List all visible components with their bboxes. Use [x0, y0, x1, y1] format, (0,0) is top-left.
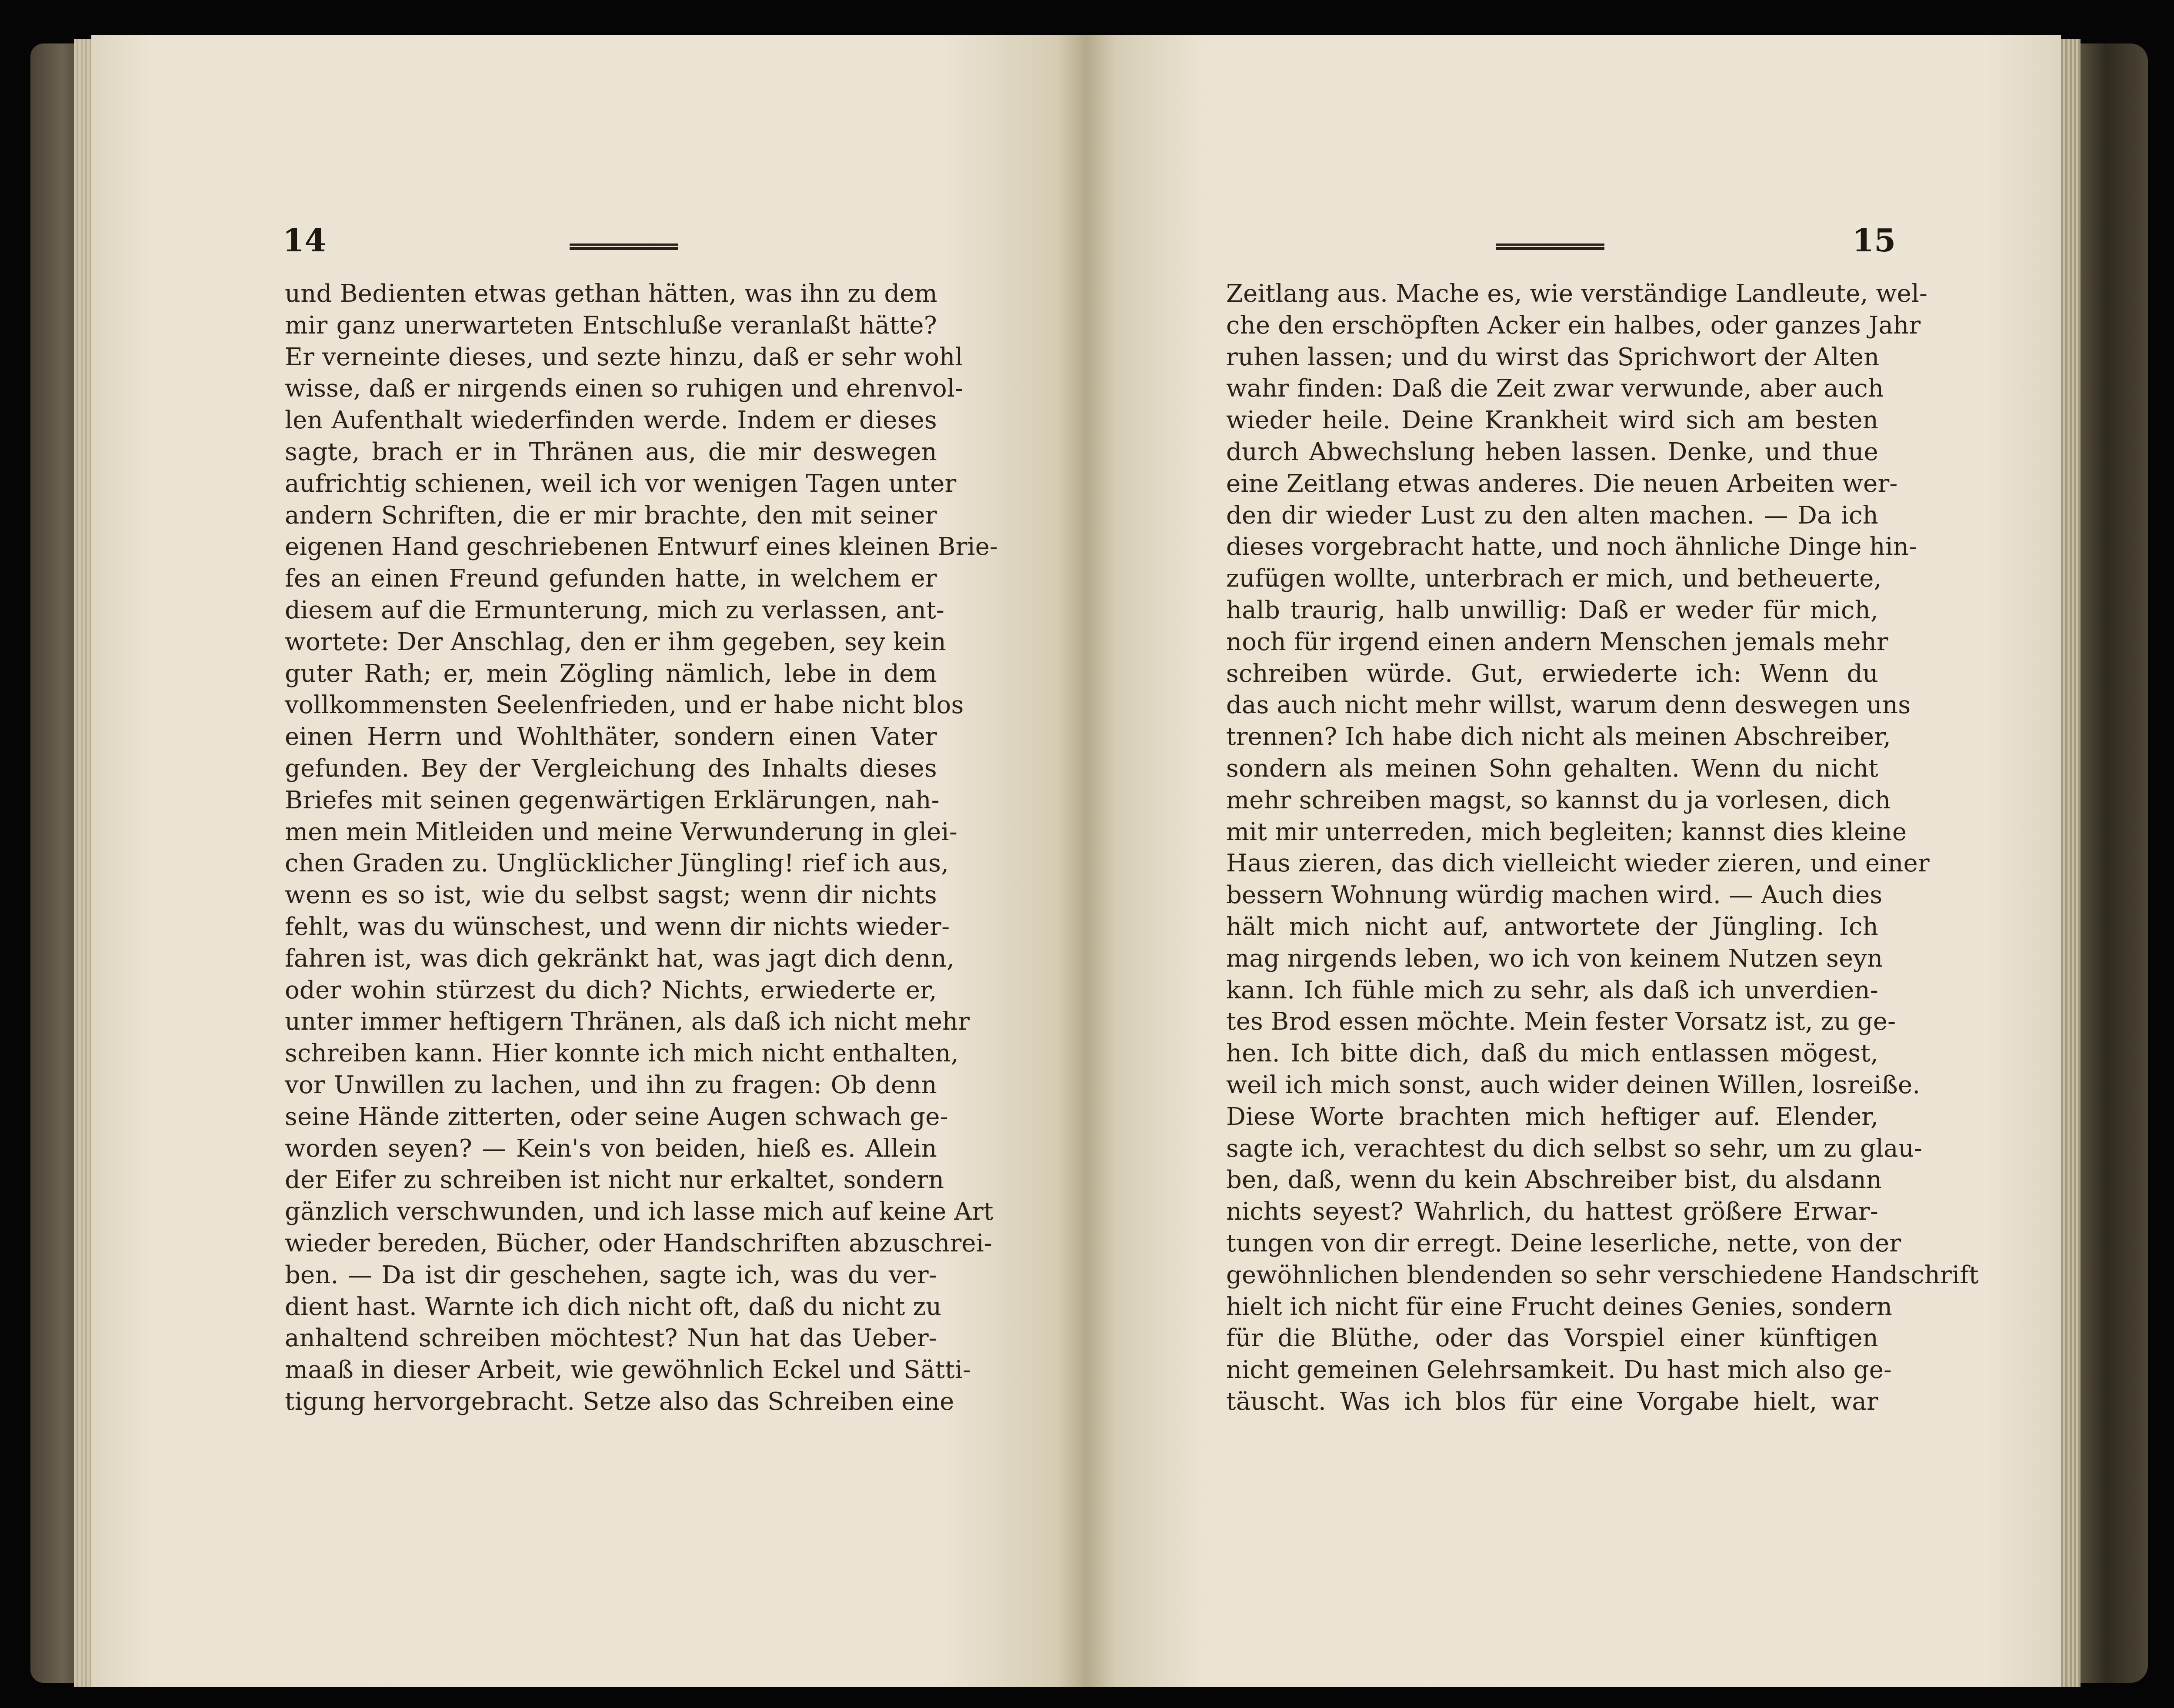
text-line: der Eifer zu schreiben ist nicht nur erkaltet, sondern [285, 1166, 944, 1194]
text-line: gänzlich verschwunden, und ich lasse mich auf keine Art [285, 1198, 994, 1226]
text-line: trennen? Ich habe dich nicht als meinen Abschreiber, [1226, 723, 1891, 751]
text-line: ben. — Da ist dir geschehen, sagte ich, was du ver- [285, 1261, 937, 1289]
text-line: Zeitlang aus. Mache es, wie verständige Landleute, wel- [1226, 280, 1928, 308]
text-line: hielt ich nicht für eine Frucht deines Genies, sondern [1226, 1292, 1893, 1321]
text-line: mag nirgends leben, wo ich von keinem Nutzen seyn [1226, 944, 1883, 973]
page-number-left: 14 [283, 222, 327, 259]
text-line: vollkommensten Seelenfrieden, und er habe nicht blos [285, 691, 964, 720]
text-line: eigenen Hand geschriebenen Entwurf eines kleinen Brie- [285, 533, 998, 561]
text-line: das auch nicht mehr willst, warum denn deswegen uns [1226, 691, 1911, 720]
text-line: oder wohin stürzest du dich? Nichts, erwiederte er, [285, 976, 937, 1004]
header-rule-right [1496, 244, 1604, 250]
text-line: Haus zieren, das dich vielleicht wieder zieren, und einer [1226, 849, 1930, 878]
text-line: einen Herrn und Wohlthäter, sondern einen Vater [285, 723, 937, 751]
text-line: täuscht. Was ich blos für eine Vorgabe hielt, war [1226, 1387, 1878, 1416]
text-line: bessern Wohnung würdig machen wird. — Auch dies [1226, 881, 1883, 910]
text-line: maaß in dieser Arbeit, wie gewöhnlich Eckel und Sätti- [285, 1356, 971, 1384]
text-line: dieses vorgebracht hatte, und noch ähnliche Dinge hin- [1226, 533, 1917, 561]
right-page-text [1226, 278, 1979, 1418]
text-line: wenn es so ist, wie du selbst sagst; wenn dir nichts [285, 881, 937, 910]
text-line: wahr finden: Daß die Zeit zwar verwunde, aber auch [1226, 374, 1884, 403]
text-line: guter Rath; er, mein Zögling nämlich, lebe in dem [285, 659, 937, 688]
text-line: hen. Ich bitte dich, daß du mich entlassen mögest, [1226, 1039, 1878, 1068]
text-line: nichts seyest? Wahrlich, du hattest größere Erwar- [1226, 1198, 1878, 1226]
text-line: Diese Worte brachten mich heftiger auf. Elender, [1226, 1102, 1878, 1131]
text-line: ruhen lassen; und du wirst das Sprichwort der Alten [1226, 343, 1880, 371]
text-line: len Aufenthalt wiederfinden werde. Indem er dieses [285, 406, 937, 435]
text-line: weil ich mich sonst, auch wider deinen Willen, losreiße. [1226, 1071, 1921, 1099]
text-line: noch für irgend einen andern Menschen jemals mehr [1226, 627, 1889, 656]
text-line: sagte, brach er in Thränen aus, die mir deswegen [285, 437, 937, 466]
text-line: anhaltend schreiben möchtest? Nun hat das Ueber- [285, 1324, 937, 1353]
text-line: aufrichtig schienen, weil ich vor wenigen Tagen unter [285, 469, 957, 498]
text-line: wortete: Der Anschlag, den er ihm gegeben, sey kein [285, 627, 947, 656]
text-line: unter immer heftigern Thränen, als daß ich nicht mehr [285, 1007, 970, 1036]
text-line: wisse, daß er nirgends einen so ruhigen und ehrenvol- [285, 374, 964, 403]
text-line: men mein Mitleiden und meine Verwunderung in glei- [285, 817, 957, 846]
text-line: tungen von dir erregt. Deine leserliche, nette, von der [1226, 1229, 1901, 1258]
text-line: tigung hervorgebracht. Setze also das Schreiben eine [285, 1387, 954, 1416]
header-rule-left [570, 244, 678, 250]
text-line: schreiben kann. Hier konnte ich mich nicht enthalten, [285, 1039, 959, 1068]
text-line: diesem auf die Ermunterung, mich zu verlassen, ant- [285, 596, 945, 624]
text-line: den dir wieder Lust zu den alten machen. — Da ich [1226, 501, 1878, 530]
text-line: gefunden. Bey der Vergleichung des Inhalts dieses [285, 754, 937, 783]
text-line: ben, daß, wenn du kein Abschreiber bist, du alsdann [1226, 1166, 1882, 1194]
text-line: seine Hände zitterten, oder seine Augen schwach ge- [285, 1102, 948, 1131]
text-line: worden seyen? — Kein's von beiden, hieß es. Allein [285, 1134, 937, 1163]
right-page [1087, 35, 2061, 1687]
text-line: zufügen wollte, unterbrach er mich, und betheuerte, [1226, 564, 1882, 593]
left-page [91, 35, 1087, 1687]
text-line: wieder heile. Deine Krankheit wird sich am besten [1226, 406, 1878, 435]
text-line: fahren ist, was dich gekränkt hat, was jagt dich denn, [285, 944, 954, 973]
text-line: tes Brod essen möchte. Mein fester Vorsatz ist, zu ge- [1226, 1007, 1896, 1036]
text-line: für die Blüthe, oder das Vorspiel einer künftigen [1226, 1324, 1878, 1353]
text-line: durch Abwechslung heben lassen. Denke, und thue [1226, 437, 1878, 466]
text-line: nicht gemeinen Gelehrsamkeit. Du hast mich also ge- [1226, 1356, 1892, 1384]
text-line: fehlt, was du wünschest, und wenn dir nichts wieder- [285, 912, 950, 941]
text-line: mehr schreiben magst, so kannst du ja vorlesen, dich [1226, 786, 1891, 814]
text-line: gewöhnlichen blendenden so sehr verschiedene Handschrift [1226, 1261, 1979, 1289]
text-line: Briefes mit seinen gegenwärtigen Erklärungen, nah- [285, 786, 940, 814]
text-line: mir ganz unerwarteten Entschluße veranlaßt hätte? [285, 311, 937, 340]
text-line: sondern als meinen Sohn gehalten. Wenn du nicht [1226, 754, 1878, 783]
text-line: che den erschöpften Acker ein halbes, oder ganzes Jahr [1226, 311, 1921, 340]
text-line: Er verneinte dieses, und sezte hinzu, daß er sehr wohl [285, 343, 963, 371]
text-line: chen Graden zu. Unglücklicher Jüngling! rief ich aus, [285, 849, 949, 878]
text-line: eine Zeitlang etwas anderes. Die neuen Arbeiten wer- [1226, 469, 1898, 498]
text-line: mit mir unterreden, mich begleiten; kannst dies kleine [1226, 817, 1907, 846]
text-line: fes an einen Freund gefunden hatte, in welchem er [285, 564, 937, 593]
text-line: schreiben würde. Gut, erwiederte ich: Wenn du [1226, 659, 1878, 688]
text-line: kann. Ich fühle mich zu sehr, als daß ich unverdien- [1226, 976, 1878, 1004]
page-number-right: 15 [1852, 222, 1896, 259]
text-line: dient hast. Warnte ich dich nicht oft, daß du nicht zu [285, 1292, 942, 1321]
text-line: wieder bereden, Bücher, oder Handschriften abzuschrei- [285, 1229, 993, 1258]
text-line: hält mich nicht auf, antwortete der Jüngling. Ich [1226, 912, 1878, 941]
left-page-text [285, 278, 998, 1418]
text-line: andern Schriften, die er mir brachte, den mit seiner [285, 501, 937, 530]
text-line: und Bedienten etwas gethan hätten, was ihn zu dem [285, 280, 938, 308]
text-line: vor Unwillen zu lachen, und ihn zu fragen: Ob denn [285, 1071, 937, 1099]
text-line: halb traurig, halb unwillig: Daß er weder für mich, [1226, 596, 1878, 624]
text-line: sagte ich, verachtest du dich selbst so sehr, um zu glau- [1226, 1134, 1923, 1163]
